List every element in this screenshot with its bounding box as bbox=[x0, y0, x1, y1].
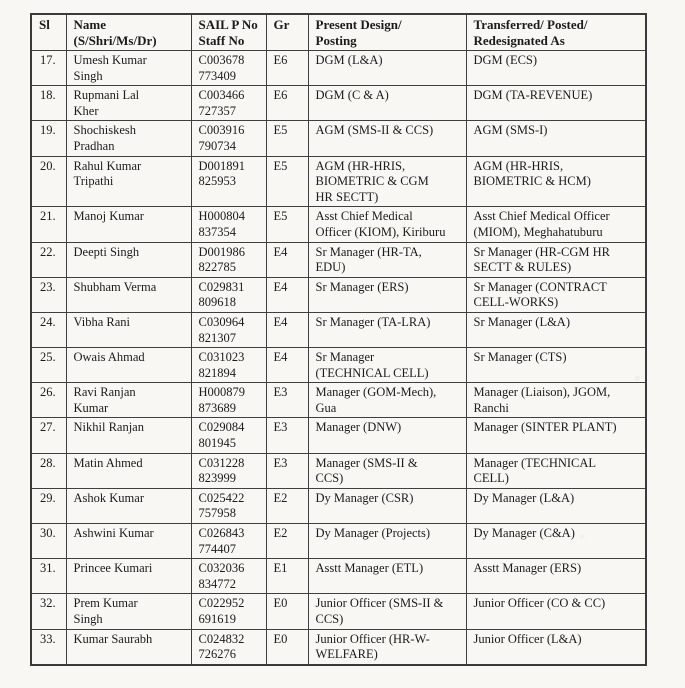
cell-name: Shubham Verma bbox=[66, 277, 191, 312]
cell-gr: E6 bbox=[266, 86, 308, 121]
cell-present: Sr Manager (ERS) bbox=[308, 277, 466, 312]
cell-name: Rahul Kumar Tripathi bbox=[66, 156, 191, 207]
cell-transferred: Sr Manager (CONTRACT CELL-WORKS) bbox=[466, 277, 646, 312]
cell-sail: H000804 837354 bbox=[191, 207, 266, 242]
cell-transferred: Asst Chief Medical Officer (MIOM), Meghahatuburu bbox=[466, 207, 646, 242]
cell-present: Junior Officer (SMS-II & CCS) bbox=[308, 594, 466, 629]
table-row bbox=[31, 559, 646, 594]
cell-name: Owais Ahmad bbox=[66, 348, 191, 383]
cell-transferred: Manager (Liaison), JGOM, Ranchi bbox=[466, 383, 646, 418]
table-row bbox=[31, 524, 646, 559]
cell-sl: 27. bbox=[31, 418, 66, 453]
header-row bbox=[31, 14, 646, 51]
cell-gr: E3 bbox=[266, 383, 308, 418]
cell-sail: H000879 873689 bbox=[191, 383, 266, 418]
cell-sail: C003916 790734 bbox=[191, 121, 266, 156]
cell-sl: 32. bbox=[31, 594, 66, 629]
table-row bbox=[31, 383, 646, 418]
cell-sail: C031228 823999 bbox=[191, 453, 266, 488]
cell-sail: C024832 726276 bbox=[191, 629, 266, 665]
cell-transferred: Dy Manager (L&A) bbox=[466, 488, 646, 523]
cell-sl: 18. bbox=[31, 86, 66, 121]
cell-transferred: Dy Manager (C&A) bbox=[466, 524, 646, 559]
cell-sail: C029831 809618 bbox=[191, 277, 266, 312]
cell-name: Matin Ahmed bbox=[66, 453, 191, 488]
table-row bbox=[31, 156, 646, 207]
cell-gr: E3 bbox=[266, 418, 308, 453]
cell-gr: E6 bbox=[266, 51, 308, 86]
cell-gr: E4 bbox=[266, 242, 308, 277]
cell-sail: C022952 691619 bbox=[191, 594, 266, 629]
cell-present: Manager (SMS-II & CCS) bbox=[308, 453, 466, 488]
cell-sail: C003466 727357 bbox=[191, 86, 266, 121]
table-row bbox=[31, 488, 646, 523]
cell-sl: 17. bbox=[31, 51, 66, 86]
table-row bbox=[31, 207, 646, 242]
cell-sl: 22. bbox=[31, 242, 66, 277]
cell-present: Manager (DNW) bbox=[308, 418, 466, 453]
cell-sl: 28. bbox=[31, 453, 66, 488]
cell-present: Sr Manager (TECHNICAL CELL) bbox=[308, 348, 466, 383]
cell-sail: D001986 822785 bbox=[191, 242, 266, 277]
cell-gr: E4 bbox=[266, 312, 308, 347]
cell-gr: E1 bbox=[266, 559, 308, 594]
cell-transferred: DGM (ECS) bbox=[466, 51, 646, 86]
table-row bbox=[31, 348, 646, 383]
cell-name: Manoj Kumar bbox=[66, 207, 191, 242]
table-row bbox=[31, 594, 646, 629]
cell-present: Manager (GOM-Mech), Gua bbox=[308, 383, 466, 418]
cell-gr: E2 bbox=[266, 524, 308, 559]
cell-name: Ashok Kumar bbox=[66, 488, 191, 523]
cell-present: Sr Manager (HR-TA, EDU) bbox=[308, 242, 466, 277]
table-row bbox=[31, 51, 646, 86]
cell-name: Rupmani Lal Kher bbox=[66, 86, 191, 121]
cell-sail: D001891 825953 bbox=[191, 156, 266, 207]
cell-present: Asst Chief Medical Officer (KIOM), Kiriburu bbox=[308, 207, 466, 242]
cell-present: AGM (HR-HRIS, BIOMETRIC & CGM HR SECTT) bbox=[308, 156, 466, 207]
cell-transferred: Junior Officer (L&A) bbox=[466, 629, 646, 665]
header-sail-p-no: SAIL P No Staff No bbox=[191, 14, 266, 51]
cell-name: Ravi Ranjan Kumar bbox=[66, 383, 191, 418]
cell-present: DGM (L&A) bbox=[308, 51, 466, 86]
cell-gr: E5 bbox=[266, 121, 308, 156]
table-row bbox=[31, 418, 646, 453]
cell-sail: C032036 834772 bbox=[191, 559, 266, 594]
table-row bbox=[31, 121, 646, 156]
cell-sl: 19. bbox=[31, 121, 66, 156]
table-row bbox=[31, 453, 646, 488]
cell-sl: 31. bbox=[31, 559, 66, 594]
cell-sl: 24. bbox=[31, 312, 66, 347]
cell-sail: C029084 801945 bbox=[191, 418, 266, 453]
cell-transferred: AGM (SMS-I) bbox=[466, 121, 646, 156]
cell-gr: E4 bbox=[266, 348, 308, 383]
cell-transferred: Sr Manager (CTS) bbox=[466, 348, 646, 383]
cell-sl: 30. bbox=[31, 524, 66, 559]
cell-sail: C025422 757958 bbox=[191, 488, 266, 523]
cell-present: Sr Manager (TA-LRA) bbox=[308, 312, 466, 347]
cell-sail: C026843 774407 bbox=[191, 524, 266, 559]
cell-sl: 29. bbox=[31, 488, 66, 523]
table-body bbox=[31, 51, 646, 665]
cell-transferred: Manager (SINTER PLANT) bbox=[466, 418, 646, 453]
cell-gr: E5 bbox=[266, 207, 308, 242]
cell-present: Dy Manager (CSR) bbox=[308, 488, 466, 523]
cell-gr: E0 bbox=[266, 629, 308, 665]
cell-name: Umesh Kumar Singh bbox=[66, 51, 191, 86]
cell-sl: 33. bbox=[31, 629, 66, 665]
cell-transferred: Manager (TECHNICAL CELL) bbox=[466, 453, 646, 488]
cell-sl: 21. bbox=[31, 207, 66, 242]
cell-sail: C003678 773409 bbox=[191, 51, 266, 86]
cell-name: Nikhil Ranjan bbox=[66, 418, 191, 453]
cell-present: Junior Officer (HR-W- WELFARE) bbox=[308, 629, 466, 665]
cell-sl: 20. bbox=[31, 156, 66, 207]
cell-name: Ashwini Kumar bbox=[66, 524, 191, 559]
cell-present: AGM (SMS-II & CCS) bbox=[308, 121, 466, 156]
cell-name: Vibha Rani bbox=[66, 312, 191, 347]
header-name: Name (S/Shri/Ms/Dr) bbox=[66, 14, 191, 51]
cell-name: Deepti Singh bbox=[66, 242, 191, 277]
cell-gr: E0 bbox=[266, 594, 308, 629]
cell-transferred: DGM (TA-REVENUE) bbox=[466, 86, 646, 121]
cell-sl: 26. bbox=[31, 383, 66, 418]
cell-gr: E5 bbox=[266, 156, 308, 207]
header-present-designation: Present Design/ Posting bbox=[308, 14, 466, 51]
cell-sl: 25. bbox=[31, 348, 66, 383]
cell-present: Dy Manager (Projects) bbox=[308, 524, 466, 559]
table-row bbox=[31, 242, 646, 277]
cell-name: Kumar Saurabh bbox=[66, 629, 191, 665]
cell-transferred: Asstt Manager (ERS) bbox=[466, 559, 646, 594]
cell-transferred: Sr Manager (L&A) bbox=[466, 312, 646, 347]
cell-present: DGM (C & A) bbox=[308, 86, 466, 121]
cell-transferred: Junior Officer (CO & CC) bbox=[466, 594, 646, 629]
header-grade: Gr bbox=[266, 14, 308, 51]
cell-name: Princee Kumari bbox=[66, 559, 191, 594]
cell-sail: C031023 821894 bbox=[191, 348, 266, 383]
cell-name: Shochiskesh Pradhan bbox=[66, 121, 191, 156]
cell-sl: 23. bbox=[31, 277, 66, 312]
header-transferred-posted: Transferred/ Posted/ Redesignated As bbox=[466, 14, 646, 51]
table-row bbox=[31, 312, 646, 347]
cell-sail: C030964 821307 bbox=[191, 312, 266, 347]
cell-transferred: Sr Manager (HR-CGM HR SECTT & RULES) bbox=[466, 242, 646, 277]
header-sl: Sl bbox=[31, 14, 66, 51]
cell-gr: E4 bbox=[266, 277, 308, 312]
cell-transferred: AGM (HR-HRIS, BIOMETRIC & HCM) bbox=[466, 156, 646, 207]
cell-gr: E2 bbox=[266, 488, 308, 523]
table-row bbox=[31, 86, 646, 121]
personnel-transfer-table bbox=[30, 13, 647, 666]
table-row bbox=[31, 277, 646, 312]
cell-gr: E3 bbox=[266, 453, 308, 488]
cell-name: Prem Kumar Singh bbox=[66, 594, 191, 629]
table-row bbox=[31, 629, 646, 665]
cell-present: Asstt Manager (ETL) bbox=[308, 559, 466, 594]
